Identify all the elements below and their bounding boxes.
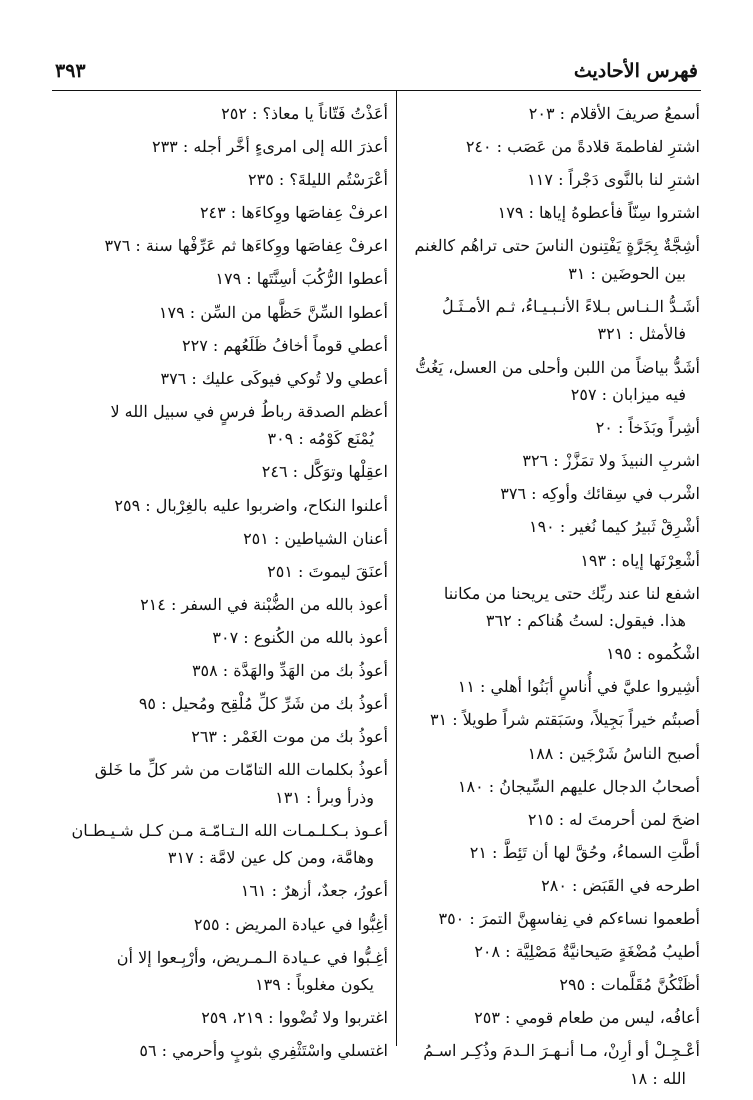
hadith-index-entry [52, 723, 388, 751]
entry-line: أعوذُ بك من شَرِّ كلِّ مُلْقِح ومُحيل : ٩٥ [138, 694, 388, 714]
hadith-index-entry [364, 199, 700, 227]
entry-line: اشْكُموه : ١٩٥ [606, 644, 700, 664]
hadith-index-entry [52, 525, 388, 553]
entry-line: أعطوا السِّنَّ حَظَّها من السِّن : ١٧٩ [158, 302, 388, 322]
entry-line: أعوذُ بكلمات الله التامّات من شر كلِّ ما خَلق [94, 760, 388, 780]
entry-line: أعورُ، جعدٌ، أزهرٌ : ١٦١ [240, 881, 388, 901]
hadith-index-entry [364, 938, 700, 966]
hadith-index-entry [52, 199, 388, 227]
page-header [55, 60, 698, 90]
entry-line: أغِبُّوا في عيادة المريض : ٢٥٥ [193, 914, 388, 934]
hadith-index-entry [364, 447, 700, 475]
hadith-index-entry [52, 232, 388, 260]
entry-line: اشربِ النبيذَ ولا تمَزَّزْ : ٣٢٦ [522, 451, 700, 471]
entry-line: أعْـجِـلْ أو أرِنْ، مـا أنـهـرَ الـدمَ وذُكِـر اسـمُ [423, 1041, 700, 1061]
hadith-index-entry [52, 299, 388, 327]
hadith-index-entry [364, 480, 700, 508]
entry-line: أعـوذ بـكـلـمـات الله الـتـامّـة مـن كـل شـيـطـان [71, 820, 388, 840]
hadith-index-entry [364, 1037, 700, 1092]
hadith-index-entry [364, 133, 700, 161]
entry-continuation-line: وهامَّة، ومن كل عين لامَّة : ٣١٧ [167, 848, 374, 868]
hadith-index-entry [52, 690, 388, 718]
page-number: ٣٩٣ [55, 60, 86, 82]
running-title: فهرس الأحاديث [573, 60, 698, 82]
entry-line: أغِـبُّوا في عـيادة الـمـريض، وأرْبِـعوا إلا أن [116, 947, 388, 967]
entry-line: أشِجَّةٌ بِجَرَّةٍ يَفْتِنون الناسَ حتى تراهُم كالغنم [414, 236, 700, 256]
hadith-index-entry [52, 877, 388, 905]
entry-line: أصبح الناسُ شَرْجَين : ١٨٨ [527, 743, 700, 763]
hadith-index-entry [52, 944, 388, 999]
hadith-index-entry [52, 332, 388, 360]
hadith-index-entry [52, 100, 388, 128]
hadith-index-entry [364, 100, 700, 128]
entry-line: أطعموا نساءكم في نِفاسهِنَّ التمرَ : ٣٥٠ [438, 908, 700, 928]
hadith-index-entry [364, 232, 700, 287]
header-rule [52, 90, 701, 91]
entry-line: أشِيروا عليَّ في أُناسٍ أبَنُوا أهلي : ١١ [457, 677, 700, 697]
hadith-index-entry [364, 806, 700, 834]
entry-continuation-line: فالأمثل : ٣٢١ [597, 324, 686, 344]
entry-line: اشْرب في سِقائك وأوكِه : ٣٧٦ [500, 484, 700, 504]
entry-line: أعوذُ بك من الهَدِّ والهَدَّة : ٣٥٨ [191, 661, 388, 680]
hadith-index-entry [364, 740, 700, 768]
entry-continuation-line: يُمْنَع كَوْمُه : ٣٠٩ [267, 429, 374, 449]
entry-line: اعقِلْها وتوَكَّل : ٢٤٦ [261, 462, 388, 482]
entry-line: اضحَ لمن أحرمتَ له : ٢١٥ [527, 809, 700, 829]
hadith-index-entry [52, 365, 388, 393]
entry-line: أعوذ بالله من الضُّبْنة في السفر : ٢١٤ [140, 594, 388, 614]
hadith-index-entry [364, 166, 700, 194]
entry-line: أشَدُّ بياضاً من اللبن وأحلى من العسل، يَغُتُّ [415, 357, 700, 377]
entry-line: اعرفْ عِفاصَها ووِكاءَها : ٢٤٣ [199, 203, 388, 223]
entry-line: أظَنْكُنَّ مُقَلَّمات : ٢٩٥ [559, 975, 700, 995]
hadith-index-entry [364, 1004, 700, 1032]
entry-continuation-line: بين الحوضَين : ٣١ [568, 263, 686, 283]
entry-continuation-line: فيه ميزابان : ٢٥٧ [570, 385, 686, 405]
hadith-index-entry [364, 580, 700, 635]
entry-line: أعذرَ الله إلى امرىءٍ أخَّر أجله : ٢٣٣ [151, 137, 388, 157]
entry-continuation-line: وذرأ وبرأ : ١٣١ [275, 787, 374, 807]
entry-line: أعظم الصدقة رباطُ فرسٍ في سبيل الله لا [110, 401, 388, 421]
hadith-index-entry [52, 591, 388, 619]
hadith-index-entry [52, 1037, 388, 1065]
entry-line: اعرفْ عِفاصَها ووِكاءَها ثم عَرِّفْها سنة : ٣٧٦ [104, 236, 388, 256]
entry-continuation-line: هذا. فيقول: لستُ هُناكم : ٣٦٢ [485, 611, 686, 631]
hadith-index-entry [364, 640, 700, 668]
hadith-index-entry [52, 558, 388, 586]
hadith-index-entry [52, 1004, 388, 1032]
index-column-right [364, 100, 700, 1098]
entry-line: اشترِ لنا بالنَّوى دَجْراً : ١١٧ [527, 170, 700, 190]
entry-line: أطيبُ مُضْغَةٍ صَيحانيَّةٌ مَصْلِيَّة : ٢٠٨ [474, 942, 700, 962]
entry-line: اغتربوا ولا تُضْووا : ٢١٩، ٢٥٩ [201, 1008, 388, 1028]
index-column-left [52, 100, 388, 1070]
hadith-index-entry [364, 513, 700, 541]
hadith-index-entry [364, 354, 700, 409]
hadith-index-entry [364, 706, 700, 734]
entry-line: أطَّتِ السماءُ، وحُقَّ لها أن تَئِطَّ : ٢١ [469, 842, 700, 862]
entry-line: أشِراً وبَذَخاً : ٢٠ [595, 418, 700, 438]
hadith-index-entry [364, 971, 700, 999]
hadith-index-entry [364, 547, 700, 575]
entry-line: أعْرَسْتُم الليلةَ؟ : ٢٣٥ [248, 170, 388, 190]
entry-line: أشْعِرْنَها إياه : ١٩٣ [580, 550, 700, 570]
entry-line: اشتروا سِنّاً فأعطوهُ إياها : ١٧٩ [497, 203, 700, 223]
entry-line: أشَـدُّ الـنـاس بـلاءً الأنـبـيـاءُ، ثـم الأمـثَـلُ [441, 296, 700, 316]
hadith-index-entry [52, 492, 388, 520]
entry-line: أعَذْتُ فَتّاناً يا معاذ؟ : ٢٥٢ [221, 104, 388, 123]
hadith-index-entry [52, 398, 388, 453]
entry-line: أسمعُ صريفَ الأقلام : ٢٠٣ [528, 104, 700, 123]
entry-line: أصحابُ الدجال عليهم السِّيجانُ : ١٨٠ [457, 776, 700, 796]
entry-line: أشْرِقْ ثَبيرُ كيما نُغير : ١٩٠ [528, 517, 700, 537]
entry-line: اطرحه في القَبَض : ٢٨٠ [541, 875, 700, 895]
entry-line: أعوذ بالله من الكُنوع : ٣٠٧ [212, 627, 388, 647]
hadith-index-entry [52, 657, 388, 685]
entry-line: أعلنوا النكاح، واضربوا عليه بالغِرْبال : ٢٥٩ [114, 495, 388, 515]
hadith-index-entry [52, 166, 388, 194]
hadith-index-entry [364, 905, 700, 933]
entry-line: أعنان الشياطين : ٢٥١ [243, 528, 388, 548]
hadith-index-entry [364, 414, 700, 442]
entry-line: أعطي قوماً أخافُ ظَلَعُهم : ٢٢٧ [182, 335, 388, 355]
entry-continuation-line: يكون مغلوباً : ١٣٩ [255, 975, 374, 995]
hadith-index-entry [52, 756, 388, 811]
hadith-index-entry [364, 293, 700, 348]
hadith-index-entry [52, 133, 388, 161]
hadith-index-entry [364, 839, 700, 867]
hadith-index-entry [52, 624, 388, 652]
entry-line: أصبتُم خيراً بَجِيلاً، وسَبَقتم شراً طويلاً : ٣١ [429, 710, 700, 730]
hadith-index-entry [52, 911, 388, 939]
hadith-index-entry [364, 673, 700, 701]
hadith-index-entry [52, 817, 388, 872]
hadith-index-entry [52, 458, 388, 486]
entry-line: اشفع لنا عند ربِّك حتى يريحنا من مكاننا [443, 583, 700, 603]
entry-line: أعوذُ بك من موت الغَمْر : ٢٦٣ [191, 727, 388, 747]
entry-line: أعافُه، ليس من طعام قومي : ٢٥٣ [474, 1008, 700, 1028]
hadith-index-entry [364, 773, 700, 801]
entry-line: اغتسلي واسْتَثْفِري بثوبٍ وأحرمي : ٥٦ [139, 1041, 388, 1061]
hadith-index-entry [364, 872, 700, 900]
hadith-index-entry [52, 265, 388, 293]
entry-line: أعطي ولا تُوكي فيوكَى عليك : ٣٧٦ [160, 368, 388, 388]
entry-line: أعنَقَ ليموتَ : ٢٥١ [267, 561, 388, 581]
entry-line: اشترِ لفاطمةَ قلادةً من عَصَب : ٢٤٠ [465, 137, 700, 157]
entry-continuation-line: الله : ١٨ [630, 1068, 686, 1088]
entry-line: أعطوا الرُّكُبَ أسِنَّتَها : ١٧٩ [215, 269, 388, 289]
